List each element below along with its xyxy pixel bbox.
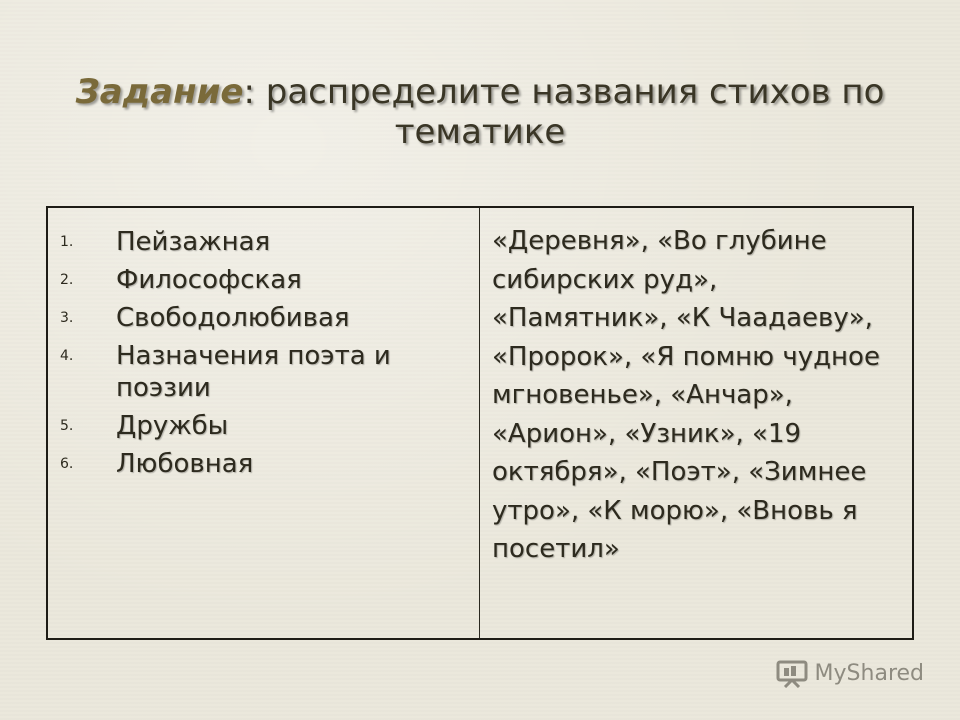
watermark-text: MyShared [814,660,924,686]
topic-number: 5. [60,418,74,434]
topic-number: 4. [60,348,74,364]
slide-title [60,72,900,152]
topic-label: Пейзажная [116,227,271,257]
poems-list-text: «Деревня», «Во глубине сибирских руд», «Памятник», «К Чаадаеву», «Пророк», «Я помню чудное мгновенье», «Анчар», «Арион», «Узник», «19 октября», «Поэт», «Зимнее утро», «К морю», «Вновь я посетил» [492,226,880,564]
topic-item [60,448,469,480]
topic-number: 3. [60,310,74,326]
topic-label: Дружбы [116,411,229,441]
topic-number: 2. [60,272,74,288]
title-rest: : распределите названия стихов по тематике [243,72,885,152]
topic-number: 1. [60,234,74,250]
topic-label: Любовная [116,449,254,479]
topic-item [60,302,469,334]
watermark[interactable] [775,658,924,688]
presentation-board-icon [775,658,809,688]
topic-item [60,264,469,296]
topic-label: Назначения поэта и поэзии [116,341,391,403]
topic-item [60,410,469,442]
topic-item [60,340,469,404]
poems-column [480,208,912,638]
topic-list [60,226,469,480]
title-accent: Задание [75,72,244,112]
topic-number: 6. [60,456,74,472]
topic-label: Свободолюбивая [116,303,350,333]
topics-table [46,206,914,640]
topic-label: Философская [116,265,302,295]
topic-item [60,226,469,258]
topics-column [48,208,480,638]
